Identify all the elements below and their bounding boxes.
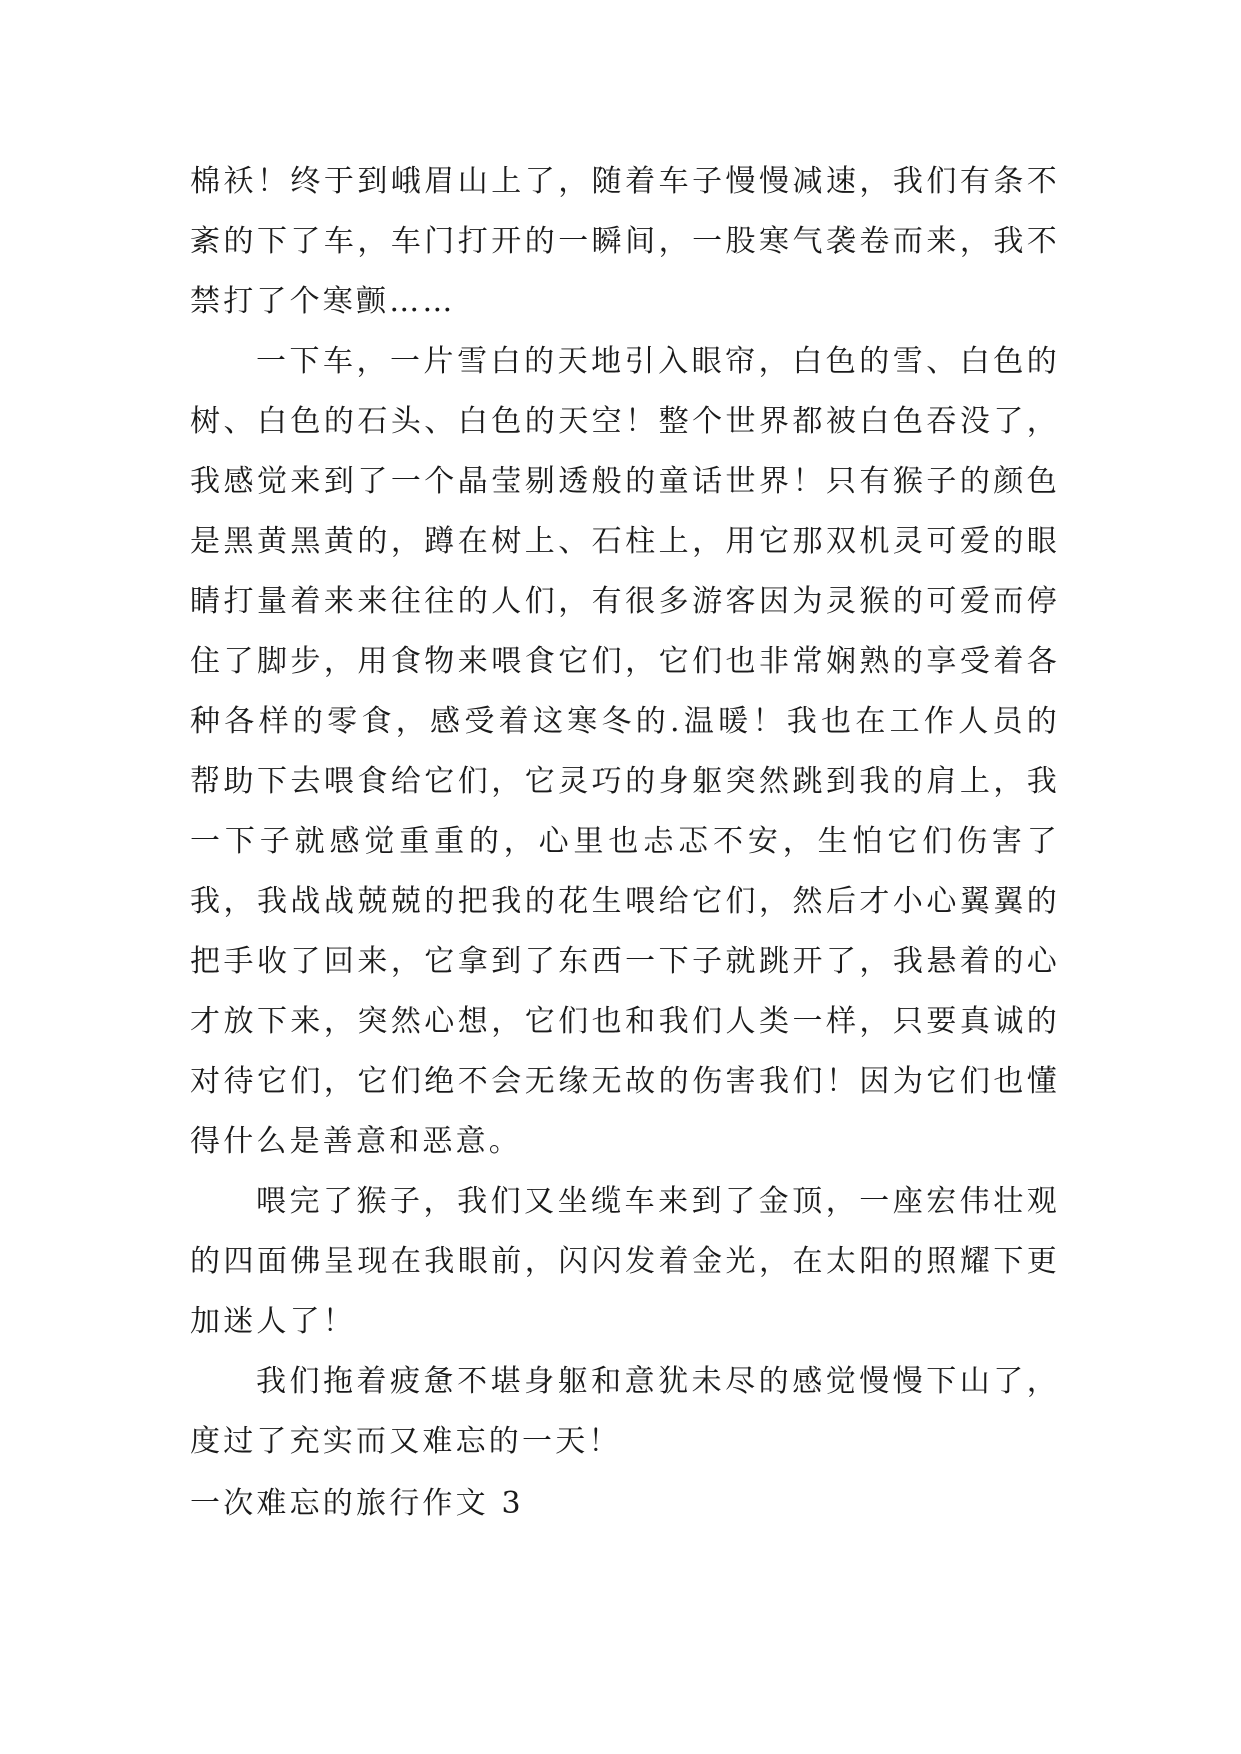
section-heading: 一次难忘的旅行作文 3 <box>190 1486 524 1521</box>
paragraph-1: 棉袄！终于到峨眉山上了，随着车子慢慢减速，我们有条不紊的下了车，车门打开的一瞬间，一股寒气袭卷而来，我不禁打了个寒颤…… <box>190 164 1060 319</box>
paragraph-4: 我们拖着疲惫不堪身躯和意犹未尽的感觉慢慢下山了，度过了充实而又难忘的一天！ <box>190 1364 1060 1459</box>
essay-body <box>190 152 1060 1472</box>
paragraph-3: 喂完了猴子，我们又坐缆车来到了金顶，一座宏伟壮观的四面佛呈现在我眼前，闪闪发着金光，在太阳的照耀下更加迷人了！ <box>190 1184 1060 1339</box>
paragraph-2: 一下车，一片雪白的天地引入眼帘，白色的雪、白色的树、白色的石头、白色的天空！整个世界都被白色吞没了，我感觉来到了一个晶莹剔透般的童话世界！只有猴子的颜色是黑黄黑黄的，蹲在树上、石柱上，用它那双机灵可爱的眼睛打量着来来往往的人们，有很多游客因为灵猴的可爱而停住了脚步，用食物来喂食它们，它们也非常娴熟的享受着各种各样的零食，感受着这寒冬的.温暖！我也在工作人员的帮助下去喂食给它们，它灵巧的身躯突然跳到我的肩上，我一下子就感觉重重的，心里也忐忑不安，生怕它们伤害了我，我战战兢兢的把我的花生喂给它们，然后才小心翼翼的把手收了回来，它拿到了东西一下子就跳开了，我悬着的心才放下来，突然心想，它们也和我们人类一样，只要真诚的对待它们，它们绝不会无缘无故的伤害我们！因为它们也懂得什么是善意和恶意。 <box>190 344 1060 1159</box>
